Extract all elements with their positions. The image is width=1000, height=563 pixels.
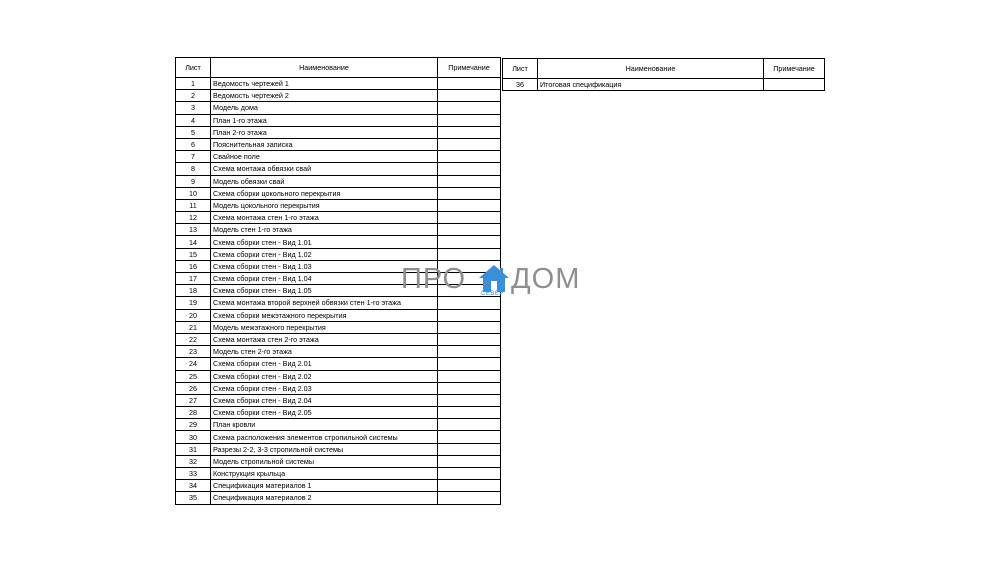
table-row — [176, 163, 501, 175]
note-cell — [438, 224, 501, 236]
header-sheet: Лист — [176, 58, 211, 78]
sheet-name-cell: Модель стен 2-го этажа — [211, 346, 438, 358]
sheet-number-cell: 14 — [176, 236, 211, 248]
logo-text-left: ПРО — [401, 263, 467, 295]
sheet-number-cell: 6 — [176, 138, 211, 150]
sheet-number-cell: 24 — [176, 358, 211, 370]
logo-subtext: СЕВЕР — [481, 291, 504, 297]
sheet-name-cell: Ведомость чертежей 1 — [211, 78, 438, 90]
table-row — [176, 114, 501, 126]
sheet-name-cell: План кровли — [211, 419, 438, 431]
table-row — [176, 333, 501, 345]
sheet-number-cell: 3 — [176, 102, 211, 114]
sheet-name-cell: Модель обвязки свай — [211, 175, 438, 187]
sheet-number-cell: 35 — [176, 492, 211, 504]
sheet-number-cell: 18 — [176, 285, 211, 297]
note-cell — [438, 321, 501, 333]
table-row — [176, 199, 501, 211]
header-note: Примечание — [764, 59, 825, 79]
table-row — [176, 370, 501, 382]
sheet-number-cell: 36 — [503, 79, 538, 91]
sheet-name-cell: Схема сборки стен - Вид 1.02 — [211, 248, 438, 260]
table-row — [176, 187, 501, 199]
sheet-number-cell: 5 — [176, 126, 211, 138]
sheet-name-cell: Итоговая спецификация — [538, 79, 764, 91]
sheet-name-cell: Схема монтажа второй верхней обвязки стен 1-го этажа — [211, 297, 438, 309]
table-row — [176, 382, 501, 394]
sheet-name-cell: Ведомость чертежей 2 — [211, 90, 438, 102]
sheet-number-cell: 27 — [176, 394, 211, 406]
sheet-number-cell: 1 — [176, 78, 211, 90]
table-row — [176, 102, 501, 114]
table-row — [176, 309, 501, 321]
sheet-number-cell: 7 — [176, 151, 211, 163]
table-row — [176, 480, 501, 492]
drawings-list-table-continued — [502, 58, 825, 91]
sheet-name-cell: Модель цокольного перекрытия — [211, 199, 438, 211]
note-cell — [438, 382, 501, 394]
note-cell — [438, 236, 501, 248]
table-row — [176, 419, 501, 431]
sheet-number-cell: 10 — [176, 187, 211, 199]
note-cell — [438, 212, 501, 224]
sheet-number-cell: 15 — [176, 248, 211, 260]
note-cell — [438, 468, 501, 480]
sheet-name-cell: Модель дома — [211, 102, 438, 114]
table-row — [176, 443, 501, 455]
sheet-name-cell: Разрезы 2-2, 3-3 стропильной системы — [211, 443, 438, 455]
note-cell — [438, 163, 501, 175]
note-cell — [438, 102, 501, 114]
sheet-number-cell: 29 — [176, 419, 211, 431]
header-name: Наименование — [538, 59, 764, 79]
sheet-name-cell: План 1-го этажа — [211, 114, 438, 126]
sheet-name-cell: Схема сборки стен - Вид 2.04 — [211, 394, 438, 406]
sheet-name-cell: Схема монтажа стен 1-го этажа — [211, 212, 438, 224]
sheet-name-cell: Конструкция крыльца — [211, 468, 438, 480]
sheet-number-cell: 23 — [176, 346, 211, 358]
sheet-number-cell: 28 — [176, 407, 211, 419]
table-row — [176, 224, 501, 236]
sheet-name-cell: Спецификация материалов 1 — [211, 480, 438, 492]
table-row — [176, 321, 501, 333]
table-row — [176, 151, 501, 163]
sheet-number-cell: 8 — [176, 163, 211, 175]
table-row — [503, 79, 825, 91]
table-header-row — [503, 59, 825, 79]
sheet-number-cell: 32 — [176, 455, 211, 467]
sheet-name-cell: Схема сборки стен - Вид 2.02 — [211, 370, 438, 382]
table-row — [176, 78, 501, 90]
note-cell — [438, 151, 501, 163]
sheet-name-cell: Свайное поле — [211, 151, 438, 163]
sheet-name-cell: Схема сборки стен - Вид 1.03 — [211, 260, 438, 272]
table-row — [176, 394, 501, 406]
sheet-number-cell: 13 — [176, 224, 211, 236]
table-row — [176, 455, 501, 467]
table-row — [176, 212, 501, 224]
sheet-number-cell: 20 — [176, 309, 211, 321]
sheet-name-cell: Схема сборки стен - Вид 2.05 — [211, 407, 438, 419]
note-cell — [438, 309, 501, 321]
table-row — [176, 248, 501, 260]
note-cell — [438, 333, 501, 345]
sheet-number-cell: 25 — [176, 370, 211, 382]
sheet-name-cell: Модель стен 1-го этажа — [211, 224, 438, 236]
sheet-number-cell: 31 — [176, 443, 211, 455]
note-cell — [438, 394, 501, 406]
sheet-name-cell: Схема монтажа обвязки свай — [211, 163, 438, 175]
sheet-name-cell: Спецификация материалов 2 — [211, 492, 438, 504]
table-row — [176, 468, 501, 480]
note-cell — [438, 114, 501, 126]
table-row — [176, 175, 501, 187]
sheet-number-cell: 12 — [176, 212, 211, 224]
table-row — [176, 236, 501, 248]
note-cell — [438, 126, 501, 138]
note-cell — [438, 419, 501, 431]
sheet-name-cell: Схема сборки стен - Вид 1.01 — [211, 236, 438, 248]
sheet-number-cell: 34 — [176, 480, 211, 492]
table-row — [176, 126, 501, 138]
table-row — [176, 138, 501, 150]
table-row — [176, 431, 501, 443]
sheet-name-cell: Схема сборки стен - Вид 2.03 — [211, 382, 438, 394]
header-name: Наименование — [211, 58, 438, 78]
note-cell — [438, 480, 501, 492]
sheet-number-cell: 17 — [176, 273, 211, 285]
table-row — [176, 492, 501, 504]
table-row — [176, 90, 501, 102]
note-cell — [438, 248, 501, 260]
note-cell — [438, 187, 501, 199]
table-row — [176, 346, 501, 358]
sheet-number-cell: 19 — [176, 297, 211, 309]
sheet-number-cell: 2 — [176, 90, 211, 102]
sheet-name-cell: Схема сборки межэтажного перекрытия — [211, 309, 438, 321]
table-row — [176, 407, 501, 419]
note-cell — [438, 407, 501, 419]
sheet-name-cell: Схема сборки стен - Вид 1.05 — [211, 285, 438, 297]
logo-text-right: ДОМ — [511, 263, 581, 295]
note-cell — [438, 138, 501, 150]
sheet-name-cell: Схема расположения элементов стропильной системы — [211, 431, 438, 443]
note-cell — [764, 79, 825, 91]
sheet-number-cell: 30 — [176, 431, 211, 443]
note-cell — [438, 346, 501, 358]
note-cell — [438, 175, 501, 187]
sheet-number-cell: 16 — [176, 260, 211, 272]
sheet-name-cell: План 2-го этажа — [211, 126, 438, 138]
table-row — [176, 358, 501, 370]
table-header-row — [176, 58, 501, 78]
sheet-name-cell: Схема монтажа стен 2-го этажа — [211, 333, 438, 345]
note-cell — [438, 443, 501, 455]
sheet-name-cell: Модель межэтажного перекрытия — [211, 321, 438, 333]
note-cell — [438, 370, 501, 382]
note-cell — [438, 358, 501, 370]
note-cell — [438, 492, 501, 504]
watermark-logo — [401, 262, 601, 302]
note-cell — [438, 78, 501, 90]
sheet-number-cell: 33 — [176, 468, 211, 480]
note-cell — [438, 455, 501, 467]
sheet-name-cell: Схема сборки стен - Вид 2.01 — [211, 358, 438, 370]
sheet-name-cell: Схема сборки цокольного перекрытия — [211, 187, 438, 199]
header-note: Примечание — [438, 58, 501, 78]
sheet-number-cell: 11 — [176, 199, 211, 211]
sheet-number-cell: 21 — [176, 321, 211, 333]
note-cell — [438, 199, 501, 211]
sheet-name-cell: Схема сборки стен - Вид 1.04 — [211, 273, 438, 285]
sheet-number-cell: 9 — [176, 175, 211, 187]
header-sheet: Лист — [503, 59, 538, 79]
sheet-number-cell: 4 — [176, 114, 211, 126]
note-cell — [438, 431, 501, 443]
sheet-number-cell: 26 — [176, 382, 211, 394]
sheet-number-cell: 22 — [176, 333, 211, 345]
note-cell — [438, 90, 501, 102]
sheet-name-cell: Модель стропильной системы — [211, 455, 438, 467]
sheet-name-cell: Пояснительная записка — [211, 138, 438, 150]
